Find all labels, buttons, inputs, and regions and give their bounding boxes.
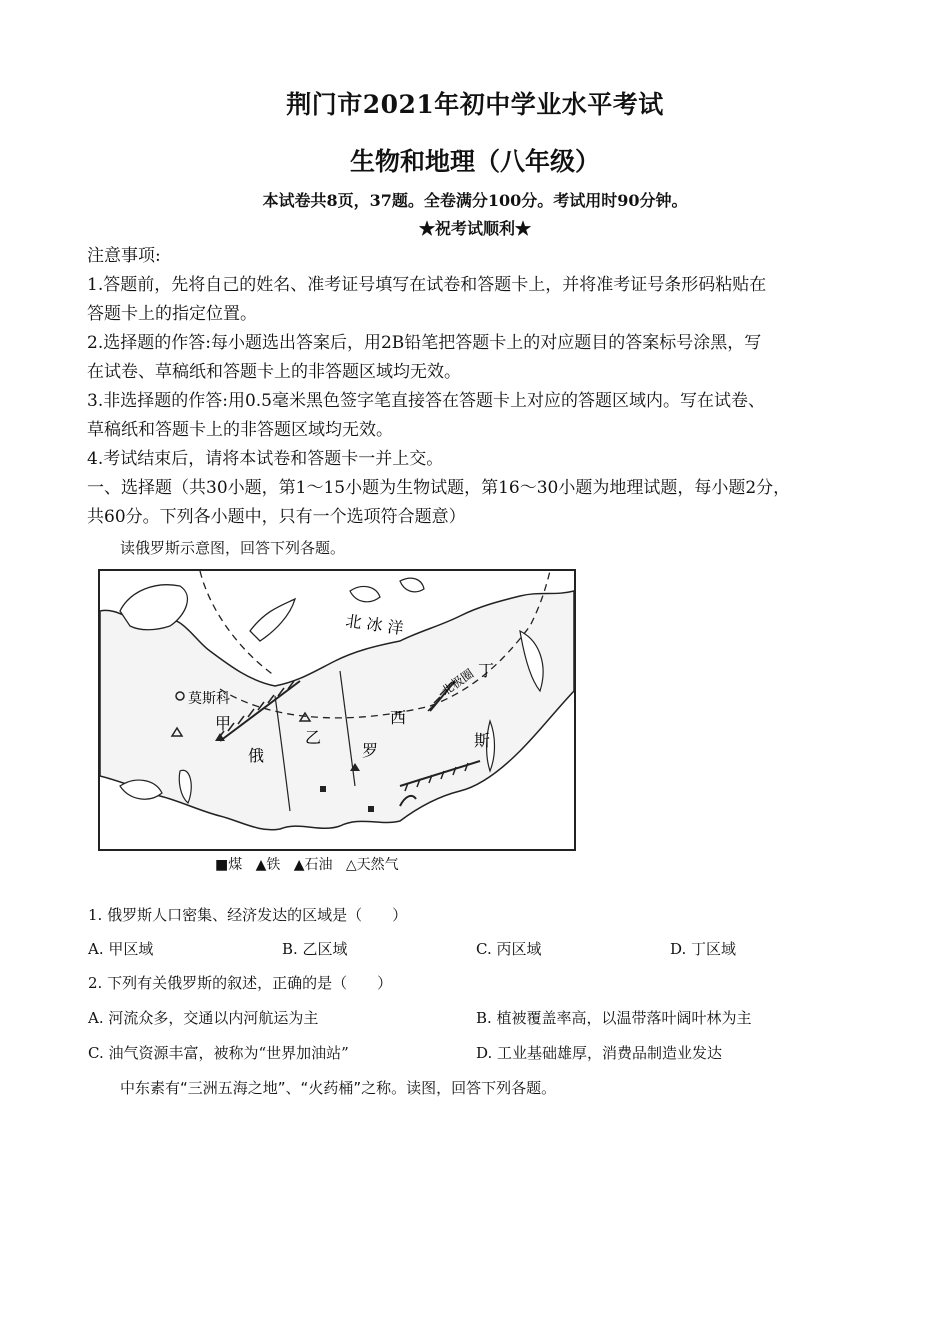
exam-info: 本试卷共8页，37题。全卷满分100分。考试用时90分钟。: [262, 191, 688, 210]
coal-marker: [368, 806, 374, 812]
map-intro: 读俄罗斯示意图，回答下列各题。: [120, 539, 346, 557]
oil-icon: ▲: [293, 857, 305, 873]
notes-line: 1.答题前，先将自己的姓名、准考证号填写在试卷和答题卡上，并将准考证号条形码粘贴在: [87, 275, 767, 295]
legend-gas: 天然气: [356, 857, 399, 873]
iron-icon: ▲: [255, 857, 267, 873]
map-label-e: 俄: [248, 746, 265, 765]
coal-icon: ■: [215, 857, 229, 873]
map-label-si: 斯: [474, 731, 491, 750]
legend-oil: 石油: [304, 857, 333, 873]
option-2b: B. 植被覆盖率高，以温带落叶阔叶林为主: [476, 1009, 752, 1027]
page-subtitle: 生物和地理（八年级）: [349, 147, 600, 176]
map-label-xi: 西: [390, 708, 407, 727]
middle-east-intro: 中东素有“三洲五海之地”、“火药桶”之称。读图，回答下列各题。: [120, 1079, 557, 1097]
option-2a: A. 河流众多，交通以内河航运为主: [88, 1009, 319, 1027]
russia-map-drawing: [100, 571, 574, 849]
option-1b: B. 乙区域: [282, 940, 348, 958]
section-heading-cont: 共60分。下列各小题中，只有一个选项符合题意）: [87, 507, 466, 527]
map-label-ding: 丁: [478, 661, 495, 680]
map-label-jia: 甲: [215, 714, 232, 733]
notes-line: 2.选择题的作答:每小题选出答案后，用2B铅笔把答题卡上的对应题目的答案标号涂黑，写: [87, 333, 762, 353]
russia-map: [98, 569, 576, 851]
legend-coal: 煤: [228, 857, 243, 873]
map-label-arctic-circle: 北极圈: [438, 666, 477, 699]
notes-line: 4.考试结束后，请将本试卷和答题卡一并上交。: [87, 449, 444, 469]
gas-icon: △: [345, 857, 357, 873]
option-1a: A. 甲区域: [88, 940, 154, 958]
option-1d: D. 丁区域: [670, 940, 737, 958]
question-1: 1. 俄罗斯人口密集、经济发达的区域是（ ）: [88, 906, 408, 924]
map-label-moscow: 莫斯科: [188, 691, 230, 707]
map-label-ocean: 北 冰 洋: [344, 611, 405, 639]
section-heading: 一、选择题（共30小题，第1～15小题为生物试题，第16～30小题为地理试题，每小题2分，: [87, 478, 791, 498]
option-2c: C. 油气资源丰富，被称为“世界加油站”: [88, 1044, 349, 1062]
map-legend: [215, 854, 399, 874]
coal-marker: [320, 786, 326, 792]
notes-heading: 注意事项:: [87, 246, 161, 266]
map-label-luo: 罗: [362, 741, 379, 760]
notes-line: 草稿纸和答题卡上的非答题区域均无效。: [87, 420, 393, 440]
exam-wish: ★祝考试顺利★: [418, 219, 531, 238]
option-2d: D. 工业基础雄厚，消费品制造业发达: [476, 1044, 723, 1062]
notes-line: 答题卡上的指定位置。: [87, 304, 257, 324]
notes-line: 在试卷、草稿纸和答题卡上的非答题区域均无效。: [87, 362, 461, 382]
page-title: 荆门市2021年初中学业水平考试: [286, 90, 664, 119]
option-1c: C. 丙区域: [476, 940, 542, 958]
map-label-yi: 乙: [305, 728, 322, 747]
notes-line: 3.非选择题的作答:用0.5毫米黑色签字笔直接答在答题卡上对应的答题区域内。写在试卷、: [87, 391, 765, 411]
question-2: 2. 下列有关俄罗斯的叙述，正确的是（ ）: [88, 974, 393, 992]
legend-iron: 铁: [266, 857, 281, 873]
